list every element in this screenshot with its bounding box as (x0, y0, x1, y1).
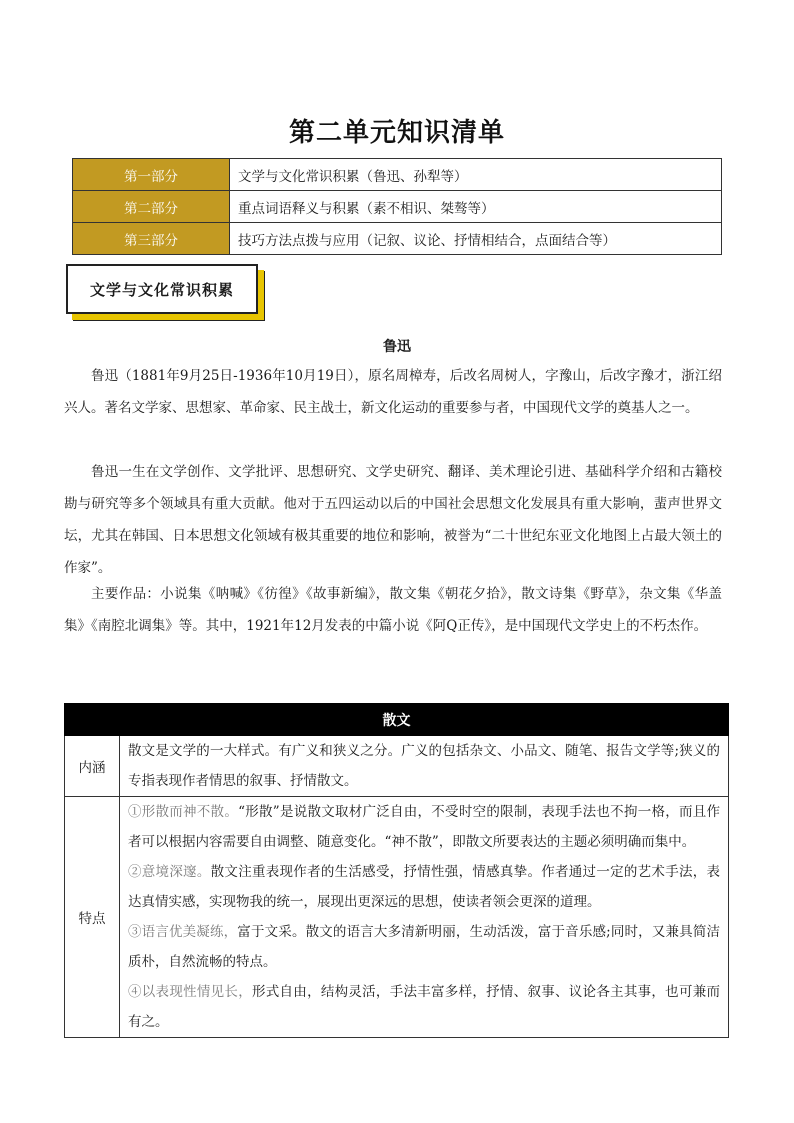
feature-item (128, 977, 720, 1037)
toc-part-desc: 文学与文化常识积累（鲁迅、孙犁等） (230, 159, 722, 191)
feature-body: 散文注重表现作者的生活感受，抒情性强，情感真挚。作者通过一定的艺术手法，表达真情实感，实现物我的统一，展现出更深远的思想，使读者领会更深的道理。 (128, 864, 721, 910)
toc-part-desc: 重点词语释义与积累（素不相识、桀骜等） (230, 191, 722, 223)
feature-body: “形散”是说散文取材广泛自由，不受时空的限制，表现手法也不拘一格，而且作者可以根据内容需要自由调整、随意变化。“神不散”，即散文所要表达的主题必须明确而集中。 (128, 804, 721, 850)
toc-part-label: 第二部分 (73, 191, 230, 223)
table-row (65, 736, 729, 797)
toc-part-label: 第三部分 (73, 223, 230, 255)
table-row (65, 797, 729, 1038)
paragraph: 鲁迅一生在文学创作、文学批评、思想研究、文学史研究、翻译、美术理论引进、基础科学介绍和古籍校勘与研究等多个领域具有重大贡献。他对于五四运动以后的中国社会思想文化发展具有重大影响，蜚声世界文坛，尤其在韩国、日本思想文化领域有极其重要的地位和影响，被誉为“二十世纪东亚文化地图上占最大领土的作家”。 (64, 464, 722, 576)
paragraph: 主要作品：小说集《呐喊》《彷徨》《故事新编》，散文集《朝花夕拾》，散文诗集《野草》，杂文集《华盖集》《南腔北调集》等。其中，1921年12月发表的中篇小说《阿Q正传》，是中国现代文学史上的不朽杰作。 (64, 586, 722, 634)
toc-part-label: 第一部分 (73, 159, 230, 191)
section-banner: 文学与文化常识积累 (66, 264, 258, 314)
feature-item (128, 857, 720, 917)
features-label: 特点 (65, 797, 120, 1038)
feature-head: ①形散而神不散。 (128, 804, 239, 820)
feature-head: ②意境深邃。 (128, 864, 211, 880)
feature-head: ④以表现性情见长， (128, 984, 252, 1000)
prose-table-header: 散文 (65, 704, 729, 736)
prose-table (64, 703, 729, 1038)
toc-table (72, 158, 722, 255)
features-list (120, 797, 729, 1038)
feature-item (128, 917, 720, 977)
connotation-text: 散文是文学的一大样式。有广义和狭义之分。广义的包括杂文、小品文、随笔、报告文学等;狭义的专指表现作者情思的叙事、抒情散文。 (120, 736, 729, 797)
section-heading: 鲁迅 (383, 339, 411, 355)
feature-body: 形式自由，结构灵活，手法丰富多样，抒情、叙事、议论各主其事，也可兼而有之。 (128, 984, 721, 1030)
page-title: 第二单元知识清单 (288, 118, 505, 148)
toc-row (73, 159, 722, 191)
toc-row (73, 191, 722, 223)
toc-row (73, 223, 722, 255)
connotation-label: 内涵 (65, 736, 120, 797)
toc-part-desc: 技巧方法点拨与应用（记叙、议论、抒情相结合，点面结合等） (230, 223, 722, 255)
paragraph: 鲁迅（1881年9月25日-1936年10月19日），原名周樟寿，后改名周树人，字豫山，后改字豫才，浙江绍兴人。著名文学家、思想家、革命家、民主战士，新文化运动的重要参与者，中国现代文学的奠基人之一。 (64, 368, 722, 416)
feature-body: 富于文采。散文的语言大多清新明丽，生动活泼，富于音乐感;同时，又兼具简洁质朴，自然流畅的特点。 (128, 924, 720, 970)
feature-item (128, 797, 720, 857)
feature-head: ③语言优美凝练， (128, 924, 238, 940)
